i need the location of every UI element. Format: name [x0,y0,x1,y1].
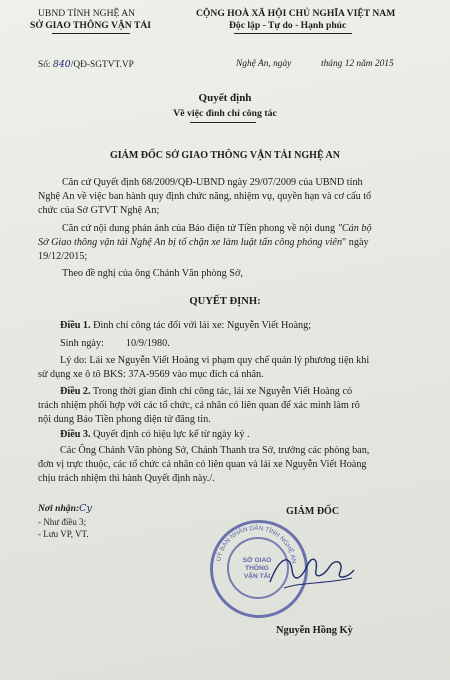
article-2-text: Trong thời gian đình chỉ công tác, lái xe Nguyễn Viết Hoàng có [90,386,353,397]
article-1-text: Đình chỉ công tác đối với lái xe: Nguyễn Viết Hoàng; [90,320,312,331]
basis-text-cont: " ngày [342,237,369,248]
document-subtitle: Về việc đình chỉ công tác [173,108,277,119]
reason-line-1: Lý do: Lái xe Nguyễn Viết Hoàng vi phạm quy chế quản lý phương tiện khi [60,355,370,366]
number-prefix: Số: [38,60,53,70]
title-underline [190,122,256,123]
signer-name: Nguyễn Hồng Kỳ [276,625,353,636]
basis-line-5 [38,237,369,248]
number-handwritten: 840 [52,59,71,70]
basis-quote-cont: Sở Giao thông vận tải Nghệ An bị tố chặn xe làm luật tấn công phóng viên [38,237,343,248]
article-2 [60,386,352,397]
document-title: Quyết định [198,92,252,104]
place-date: Nghệ An, ngày [236,59,292,69]
article-3-line-2: Các Ông Chánh Văn phòng Sở, Chánh Thanh tra Sở, trưởng các phòng ban, [60,445,370,456]
article-2-label: Điều 2. [60,386,91,397]
basis-line-2: Nghệ An về việc ban hành quy định chức năng, nhiệm vụ, quyền hạn và cơ cấu tổ [38,191,372,202]
basis-quote: "Cán bộ [337,223,372,234]
basis-line-3: chức của Sở GTVT Nghệ An; [38,205,160,216]
authority-heading: GIÁM ĐỐC SỞ GIAO THÔNG VẬN TẢI NGHỆ AN [109,150,341,161]
recipient-1: - Như điều 3; [38,517,87,527]
recipients-handmark: Cy [79,503,92,514]
nation-motto: Độc lập - Tự do - Hạnh phúc [229,20,347,31]
basis-line-7: Theo đề nghị của ông Chánh Văn phòng Sở, [62,268,243,279]
reason-line-2: sử dụng xe ô tô BKS: 37A-9569 vào mục đích cá nhân. [38,369,264,380]
org-line-1: UBND TỈNH NGHỆ AN [38,8,136,19]
nation-title: CỘNG HOÀ XÃ HỘI CHỦ NGHĨA VIỆT NAM [196,8,396,19]
number-suffix: /QĐ-SGTVT.VP [70,60,134,70]
seal-ring-label: UỶ BAN NHÂN DÂN TỈNH NGHỆ AN [215,524,297,565]
org-underline [52,33,130,34]
article-3-label: Điều 3. [60,429,91,440]
signer-position: GIÁM ĐỐC [286,506,340,517]
article-2-line-2: trách nhiệm phối hợp với các tổ chức, cá nhân có liên quan để xác minh làm rõ [38,400,360,411]
document-number [38,59,134,70]
article-1 [60,320,311,331]
dob-value: 10/9/1980. [125,338,170,349]
decides-heading: QUYẾT ĐỊNH: [189,296,261,307]
article-2-line-3: nội dung Báo Tiền phong điện tử đăng tin. [38,414,211,425]
handwritten-signature [266,548,358,594]
recipient-2: - Lưu VP, VT. [38,529,89,539]
basis-line-6: 19/12/2015; [38,251,88,262]
article-3-line-3: đơn vị trực thuộc, các tổ chức cá nhân có liên quan và lái xe Nguyễn Viết Hoàng [38,459,367,470]
article-3-line-4: chịu trách nhiệm thi hành Quyết định này./. [38,473,215,484]
basis-text: Căn cứ nội dung phản ảnh của Báo điện tử Tiền phong về nội dung [62,223,338,234]
article-1-label: Điều 1. [60,320,91,331]
month-year: tháng 12 năm 2015 [321,59,394,69]
recipients-label-text: Nơi nhận: [38,503,80,514]
article-3-text: Quyết định có hiệu lực kể từ ngày ký . [90,429,250,440]
basis-line-1: Căn cứ Quyết định 68/2009/QĐ-UBND ngày 29/07/2009 của UBND tỉnh [62,177,363,188]
recipients-label [38,503,92,514]
basis-line-4 [62,223,372,234]
org-line-2: SỞ GIAO THÔNG VẬN TẢI [30,20,152,31]
seal-center-text: SỞ GIAO THÔNG VẬN TẢI [242,557,272,580]
dob-line [60,338,170,349]
motto-underline [234,33,352,34]
dob-label: Sinh ngày: [60,338,104,349]
article-3 [60,429,250,440]
